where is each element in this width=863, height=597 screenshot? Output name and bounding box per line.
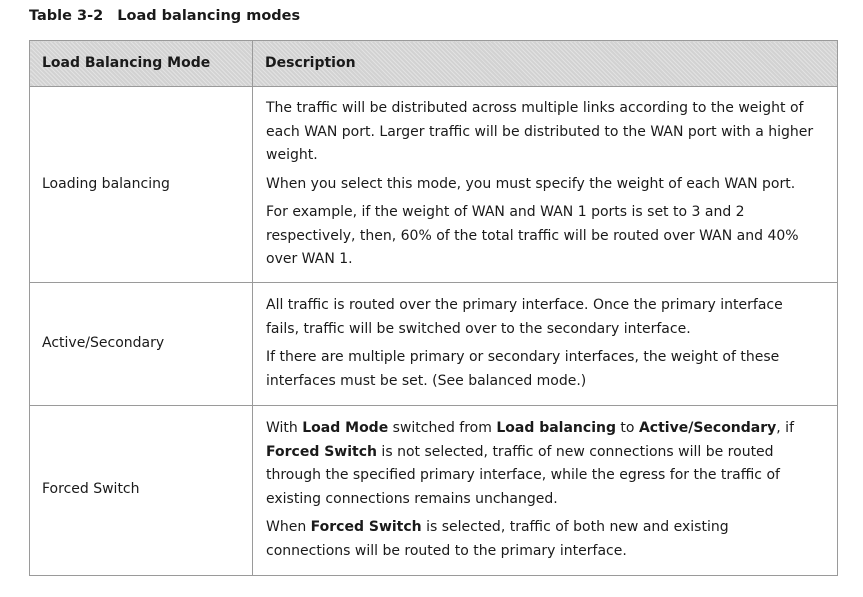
- table-number: Table 3-2: [29, 8, 104, 24]
- description-paragraph: [266, 516, 817, 563]
- description-paragraph: All traffic is routed over the primary interface. Once the primary interface fails, traffic will be switched over to the secondary interface.: [266, 297, 783, 337]
- text-run: switched from: [388, 420, 497, 436]
- bold-term: Active/Secondary: [638, 420, 777, 436]
- description-cell: [253, 405, 838, 575]
- description-paragraph: [266, 417, 817, 511]
- table-caption: [29, 8, 300, 24]
- table-row: [30, 282, 838, 405]
- column-header-description: Description: [253, 41, 838, 87]
- mode-cell: Loading balancing: [30, 87, 253, 283]
- text-run: to: [615, 420, 639, 436]
- column-header-mode: Load Balancing Mode: [30, 41, 253, 87]
- table-row: [30, 405, 838, 575]
- header-row: [30, 41, 838, 87]
- text-run: , if: [776, 420, 794, 436]
- load-balancing-table: [29, 40, 838, 576]
- bold-term: Forced Switch: [310, 519, 422, 535]
- description-cell: [253, 282, 838, 405]
- description-paragraph: If there are multiple primary or secondary interfaces, the weight of these interfaces must be set. (See balanced mode.): [266, 349, 780, 389]
- bold-term: Load balancing: [496, 420, 616, 436]
- table-title: Load balancing modes: [117, 8, 301, 24]
- description-paragraph: The traffic will be distributed across multiple links according to the weight of each WAN port. Larger traffic will be distributed to the WAN port with a higher weight.: [266, 100, 814, 163]
- bold-term: Forced Switch: [266, 443, 377, 460]
- text-run: is selected, traffic of both new and existing connections will be routed to the primary interface.: [266, 519, 729, 559]
- description-paragraph: When you select this mode, you must specify the weight of each WAN port.: [266, 175, 796, 192]
- table-row: [30, 87, 838, 283]
- mode-cell: Forced Switch: [30, 405, 253, 575]
- text-run: When: [266, 519, 311, 535]
- description-paragraph: For example, if the weight of WAN and WAN 1 ports is set to 3 and 2 respectively, then, 60% of the total traffic will be routed over WAN and 40% over WAN 1.: [266, 204, 799, 267]
- text-run: is not selected, traffic of new connections will be routed through the specified primary interface, while the egress for the traffic of existing connections remains unchanged.: [266, 443, 780, 507]
- bold-term: Load Mode: [302, 420, 389, 436]
- description-cell: [253, 87, 838, 283]
- text-run: With: [266, 420, 303, 436]
- mode-cell: Active/Secondary: [30, 282, 253, 405]
